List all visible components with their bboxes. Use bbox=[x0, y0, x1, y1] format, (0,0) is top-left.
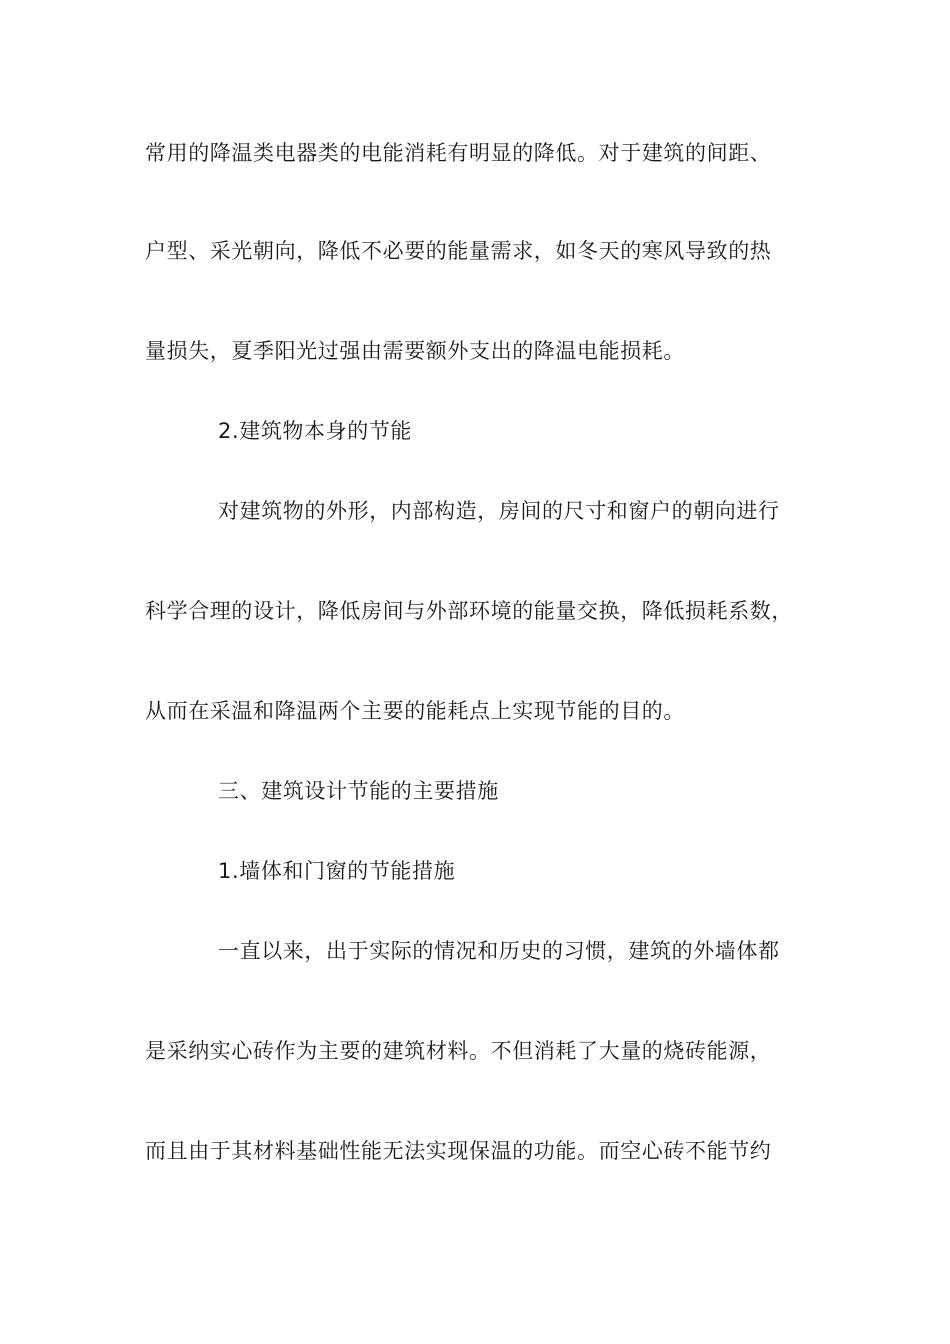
paragraph-line: 常用的降温类电器类的电能消耗有明显的降低。对于建筑的间距、 bbox=[145, 141, 772, 165]
section-heading: 2.建筑物本身的节能 bbox=[218, 419, 413, 443]
paragraph-line: 科学合理的设计，降低房间与外部环境的能量交换，降低损耗系数， bbox=[145, 599, 793, 623]
section-heading: 1.墙体和门窗的节能措施 bbox=[218, 859, 456, 883]
paragraph-line: 是采纳实心砖作为主要的建筑材料。不但消耗了大量的烧砖能源， bbox=[145, 1039, 772, 1063]
paragraph-line: 一直以来，出于实际的情况和历史的习惯，建筑的外墙体都 bbox=[218, 939, 780, 963]
paragraph-line: 量损失，夏季阳光过强由需要额外支出的降温电能损耗。 bbox=[145, 339, 685, 363]
section-heading: 三、建筑设计节能的主要措施 bbox=[218, 779, 499, 803]
paragraph-line: 而且由于其材料基础性能无法实现保温的功能。而空心砖不能节约 bbox=[145, 1139, 772, 1163]
paragraph-line: 从而在采温和降温两个主要的能耗点上实现节能的目的。 bbox=[145, 699, 685, 723]
paragraph-line: 对建筑物的外形，内部构造，房间的尺寸和窗户的朝向进行 bbox=[218, 499, 780, 523]
paragraph-line: 户型、采光朝向，降低不必要的能量需求，如冬天的寒风导致的热 bbox=[145, 239, 772, 263]
